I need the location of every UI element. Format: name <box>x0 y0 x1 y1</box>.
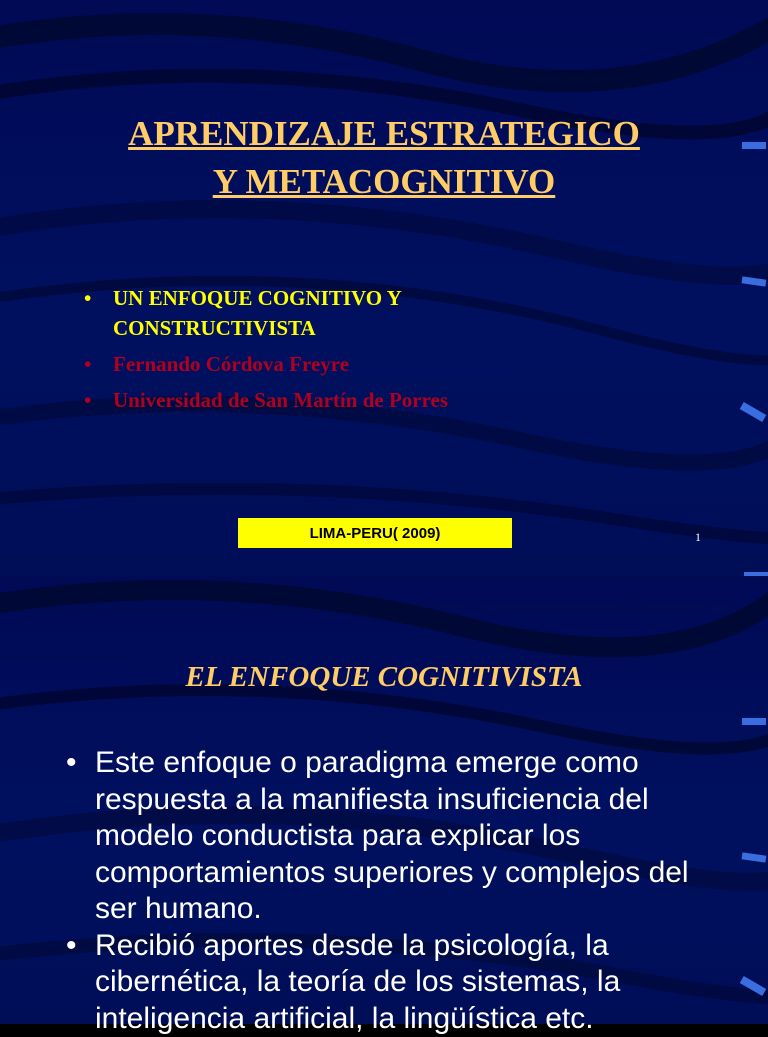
list-item <box>66 745 726 928</box>
list-item <box>84 385 604 415</box>
info-bullet-list <box>84 283 604 421</box>
title-line-1: APRENDIZAJE ESTRATEGICO <box>0 110 768 158</box>
list-item <box>84 349 604 379</box>
list-item <box>66 928 726 1037</box>
slide-2-title: EL ENFOQUE COGNITIVISTA <box>0 660 768 694</box>
bullet-icon: • <box>84 349 91 379</box>
page-number: 1 <box>695 530 701 545</box>
bullet-icon: • <box>84 283 91 313</box>
author-name: Fernando Córdova Freyre <box>113 352 349 376</box>
bullet-text: Recibió aportes desde la psicología, la cibernética, la teoría de los sistemas, la inteligencia artificial, la lingüística etc. <box>95 929 620 1035</box>
university-name: Universidad de San Martín de Porres <box>113 388 448 412</box>
list-item <box>84 283 604 343</box>
content-bullet-list <box>66 745 726 1037</box>
bullet-text: Este enfoque o paradigma emerge como respuesta a la manifiesta insuficiencia del modelo conductista para explicar los comportamientos superiores y complejos del ser humano. <box>95 746 689 925</box>
location-year-badge: LIMA-PERU( 2009) <box>238 518 512 548</box>
bullet-icon: • <box>66 928 77 965</box>
bullet-icon: • <box>84 385 91 415</box>
title-line-2: Y METACOGNITIVO <box>0 158 768 206</box>
bullet-text: UN ENFOQUE COGNITIVO Y CONSTRUCTIVISTA <box>113 286 401 340</box>
bullet-icon: • <box>66 745 77 782</box>
slide-title <box>0 110 768 206</box>
